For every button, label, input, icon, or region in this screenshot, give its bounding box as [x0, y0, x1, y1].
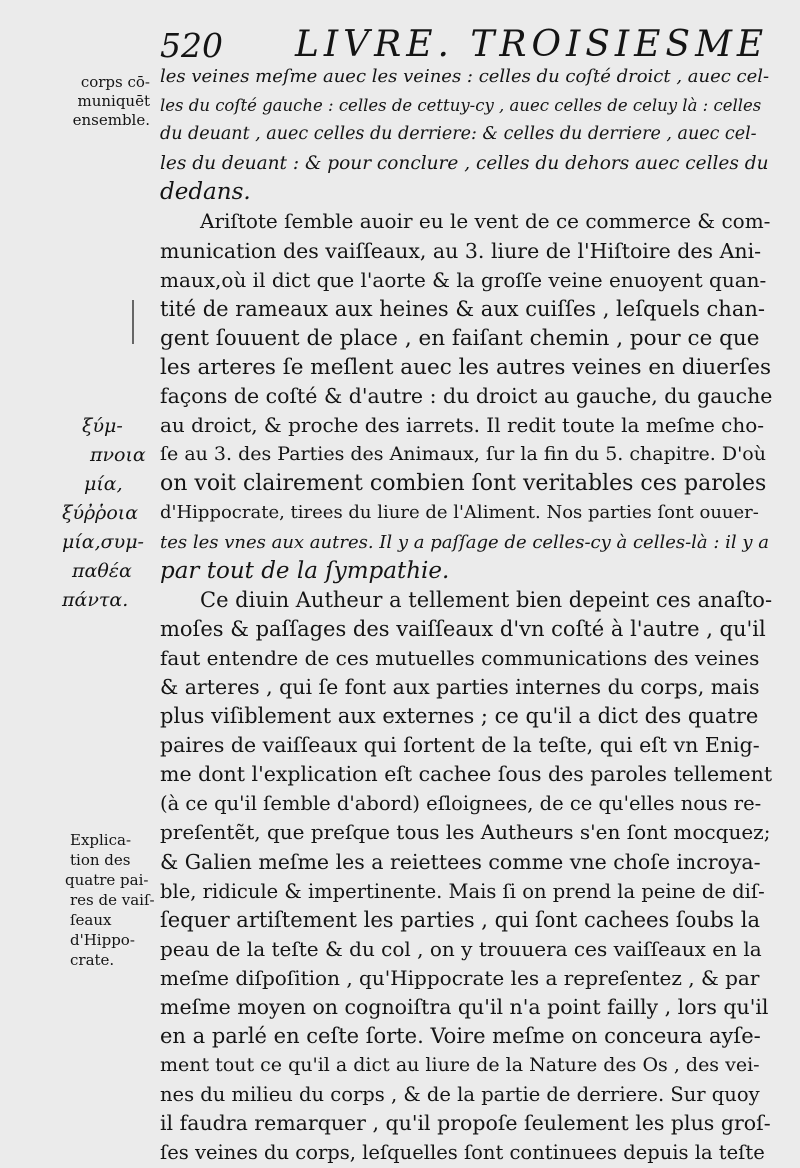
- text-line: les du coſté gauche : celles de cettuy-cy , auec celles de celuy là : celles: [160, 96, 762, 116]
- side-note-line: crate.: [70, 951, 115, 969]
- side-note-line: Explica-: [70, 831, 132, 849]
- text-line: on voit clairement combien ſont veritables ces paroles: [160, 471, 767, 497]
- side-note-line: πάντα.: [62, 589, 129, 611]
- side-note-line: ξύῤῥοια: [62, 502, 139, 524]
- text-line: (à ce qu'il ſemble d'abord) eſloignees, de ce qu'elles nous re-: [160, 792, 762, 816]
- side-note-corps-communiquent: [58, 73, 150, 129]
- side-note-line: ensemble.: [72, 110, 150, 129]
- text-line: au droict, & proche des iarrets. Il redit toute la meſme cho-: [160, 413, 765, 438]
- side-note-line: μία,: [84, 473, 123, 495]
- text-line: tité de rameaux aux heines & aux cuiſſes , leſquels chan-: [160, 296, 765, 321]
- text-line: ment tout ce qu'il a dict au liure de la Nature des Os , des vei-: [160, 1054, 760, 1077]
- text-line: ſequer artiſtement les parties , qui ſont cachees ſoubs la: [160, 907, 760, 932]
- text-line: les du deuant : & pour conclure , celles du dehors auec celles du: [160, 153, 769, 175]
- side-note-explication: [65, 830, 155, 970]
- side-note-greek-quotation: [62, 412, 146, 615]
- margin-mark: [132, 300, 134, 344]
- text-line: maux,où il dict que l'aorte & la groſſe veine enuoyent quan-: [160, 267, 767, 292]
- text-line: en a parlé en ceſte ſorte. Voire meſme on conceura ayſe-: [160, 1024, 761, 1049]
- text-line: & arteres , qui ſe font aux parties internes du corps, mais: [160, 674, 760, 699]
- text-line: me dont l'explication eſt cachee ſous des paroles tellement: [160, 762, 772, 787]
- text-line: meſme diſpoſition , qu'Hippocrate les a repreſentez , & par: [160, 965, 760, 990]
- text-line: moſes & paſſages des vaiſſeaux d'vn coſté à l'autre , qu'il: [160, 616, 766, 641]
- side-note-line: ξύμ-: [82, 415, 123, 437]
- text-line: les veines meſme auec les veines : celles du coſté droict , auec cel-: [160, 66, 770, 87]
- side-note-line: tion des: [70, 851, 131, 869]
- text-line: paires de vaiſſeaux qui ſortent de la teſte, qui eſt vn Enig-: [160, 733, 760, 758]
- side-note-line: d'Hippo-: [70, 931, 135, 949]
- text-line: dedans.: [160, 179, 251, 206]
- text-line: peau de la teſte & du col , on y trouuera ces vaiſſeaux en la: [160, 936, 762, 961]
- running-head: LIVRE. TROISIESME: [295, 24, 769, 65]
- text-line: munication des vaiſſeaux, au 3. liure de l'Hiſtoire des Ani-: [160, 238, 762, 263]
- side-note-line: res de vaiſ-: [70, 891, 155, 909]
- text-line: Ce diuin Autheur a tellement bien depeint ces anaſto-: [200, 587, 772, 612]
- text-line: façons de coſté & d'autre : du droict au gauche, du gauche: [160, 384, 772, 409]
- text-line: Ariſtote ſemble auoir eu le vent de ce commerce & com-: [200, 209, 771, 234]
- text-line: meſme moyen on cognoiſtra qu'il n'a point failly , lors qu'il: [160, 995, 769, 1019]
- side-note-line: quatre pai-: [65, 871, 149, 889]
- text-line: tes les vnes aux autres. Il y a paſſage de celles-cy à celles-là : il y a: [160, 531, 770, 553]
- text-line: gent ſouuent de place , en faiſant chemin , pour ce que: [160, 325, 760, 351]
- text-line: preſentẽt, que preſque tous les Autheurs s'en ſont mocquez;: [160, 820, 771, 845]
- text-line: plus viſiblement aux externes ; ce qu'il a dict des quatre: [160, 704, 759, 729]
- text-line: ſes veines du corps, leſquelles ſont continuees depuis la teſte: [160, 1141, 765, 1165]
- text-line: ble, ridicule & impertinente. Mais ſi on prend la peine de diſ-: [160, 879, 765, 903]
- text-line: ſe au 3. des Parties des Animaux, ſur la fin du 5. chapitre. D'où: [160, 443, 766, 466]
- side-note-line: ſeaux: [70, 911, 112, 929]
- side-note-line: corps cō-: [80, 73, 150, 91]
- text-line: & Galien meſme les a reiettees comme vne choſe incroya-: [160, 849, 761, 874]
- text-line: les arteres ſe meſlent auec les autres veines en diuerſes: [160, 354, 771, 380]
- text-line: du deuant , auec celles du derriere: & celles du derriere , auec cel-: [160, 124, 757, 145]
- text-line: faut entendre de ces mutuelles communications des veines: [160, 645, 760, 670]
- text-line: nes du milieu du corps , & de la partie de derriere. Sur quoy: [160, 1083, 760, 1107]
- body-text: [160, 62, 772, 1168]
- text-line: il faudra remarquer , qu'il propoſe ſeulement les plus groſ-: [160, 1111, 771, 1136]
- page-number: 520: [160, 26, 223, 65]
- side-note-line: παθέα: [72, 560, 132, 582]
- text-line: par tout de la ſympathie.: [160, 557, 450, 584]
- side-note-line: πνοια: [90, 444, 146, 466]
- text-line: d'Hippocrate, tirees du liure de l'Aliment. Nos parties ſont ouuer-: [160, 502, 759, 524]
- side-note-line: muniquēt: [77, 91, 150, 110]
- side-note-line: μία,συμ-: [62, 531, 144, 553]
